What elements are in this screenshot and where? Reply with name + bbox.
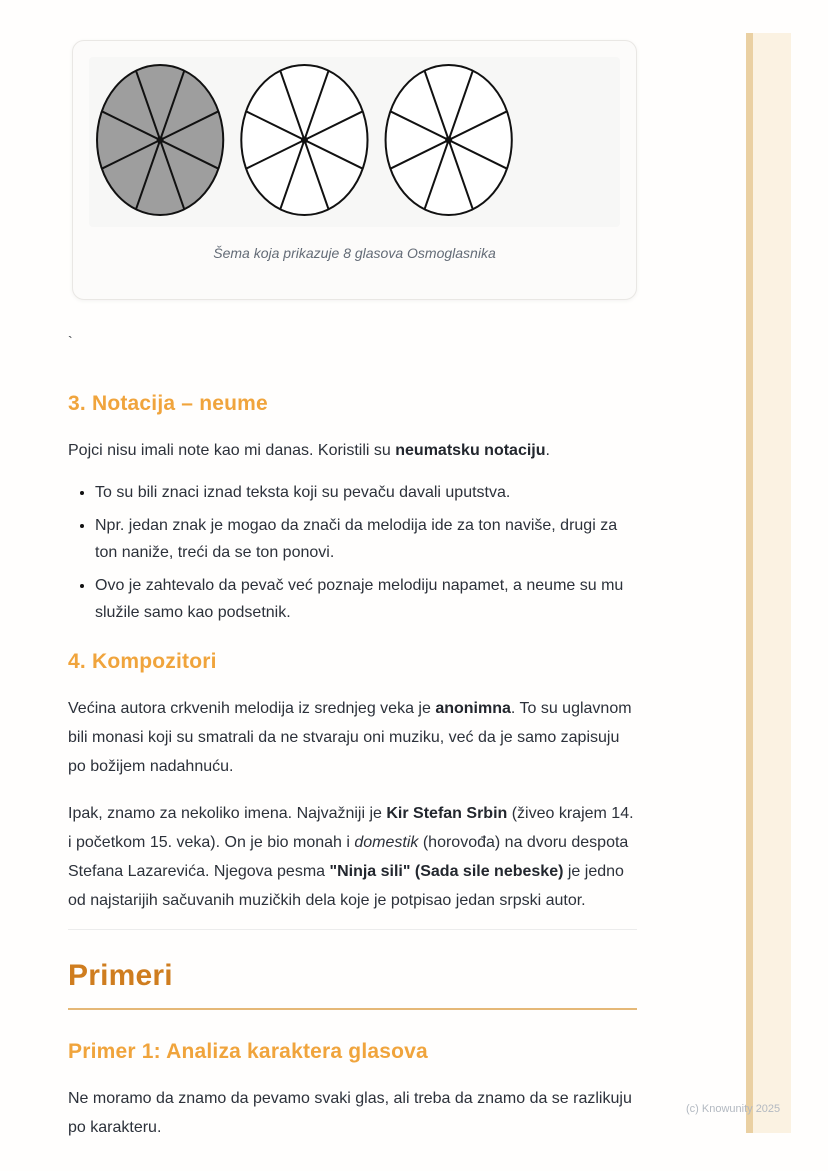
heading-kompozitori: 4. Kompozitori	[68, 650, 217, 673]
paragraph-notacija-intro: Pojci nisu imali note kao mi danas. Koristili su neumatsku notaciju.	[68, 442, 550, 459]
eight-voices-wheels-svg	[89, 57, 620, 227]
wheel-1-filled	[97, 65, 223, 215]
heading-notacija-neume: 3. Notacija – neume	[68, 392, 268, 415]
copyright-watermark: (c) Knowunity 2025	[686, 1103, 781, 1115]
list-item: • To su bili znaci iznad teksta koji su pevaču davali uputstva.	[95, 479, 637, 506]
list-item: • Npr. jedan znak je mogao da znači da melodija ide za ton naviše, drugi za ton naniže, treći da se ton ponovi.	[95, 512, 637, 566]
wheel-3-empty	[386, 65, 512, 215]
content-column	[68, 0, 637, 1142]
paragraph-kompozitori-1: Većina autora crkvenih melodija iz srednjeg veka je anonimna. To su uglavnom bili monasi koji su smatrali da ne stvaraju oni muziku, već da je samo zapisuju po božijem nadahnuću.	[68, 700, 632, 775]
figure-card	[72, 40, 637, 300]
list-item: • Ovo je zahtevalo da pevač već poznaje melodiju napamet, a neume su mu služile samo kao podsetnik.	[95, 572, 637, 626]
osmoglasnik-diagram	[89, 57, 620, 227]
figure-caption: Šema koja prikazuje 8 glasova Osmoglasnika	[213, 245, 496, 261]
page-edge-bar	[746, 33, 753, 1133]
section-divider	[68, 929, 637, 930]
stray-backtick: `	[68, 333, 73, 349]
heading-primer-1: Primer 1: Analiza karaktera glasova	[68, 1040, 428, 1063]
wheel-2-empty	[241, 65, 367, 215]
notation-bullet-list	[68, 479, 637, 626]
paragraph-primer-1: Ne moramo da znamo da pevamo svaki glas, ali treba da znamo da se razlikuju po karakteru.	[68, 1090, 632, 1136]
paragraph-kompozitori-2: Ipak, znamo za nekoliko imena. Najvažniji je Kir Stefan Srbin (živeo krajem 14. i početkom 15. veka). On je bio monah i domestik (horovođa) na dvoru despota Stefana Lazarevića. Njegova pesma "Ninja sili" (Sada sile nebeske) je jedno od najstarijih sačuvanih muzičkih dela koje je potpisao jedan srpski autor.	[68, 805, 634, 909]
heading-primeri: Primeri	[68, 958, 637, 1010]
page-edge-panel	[753, 33, 791, 1133]
